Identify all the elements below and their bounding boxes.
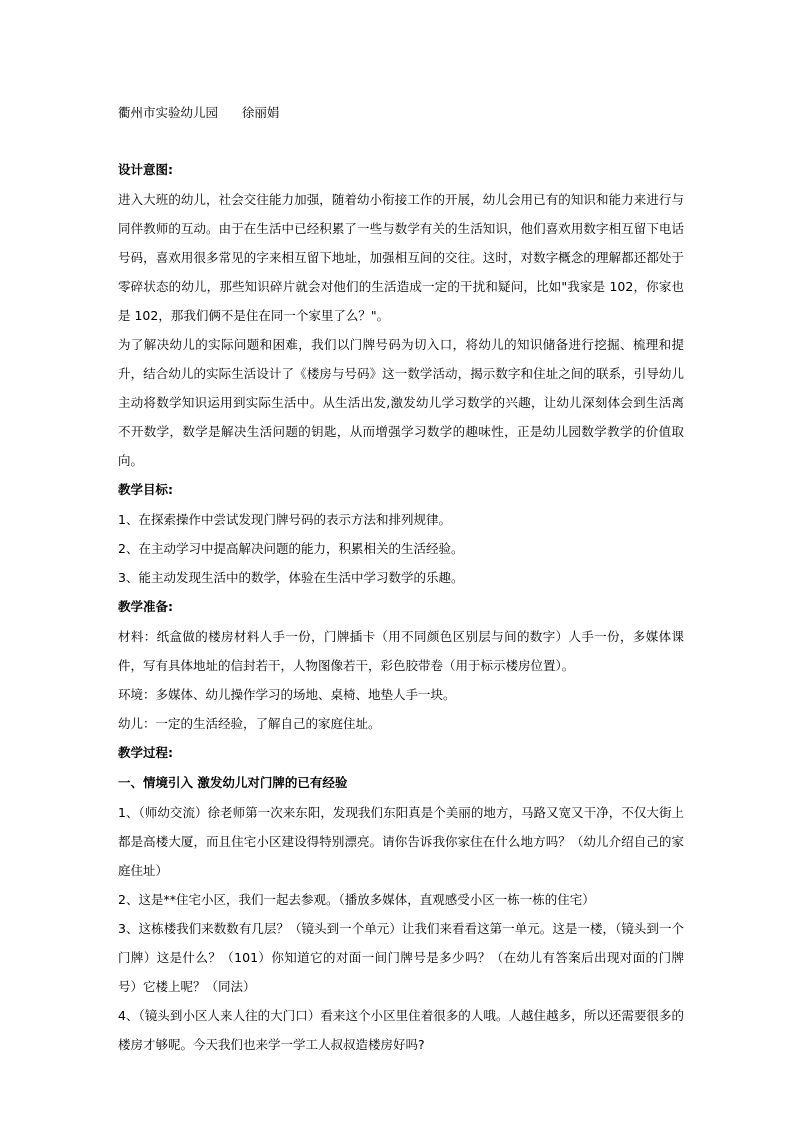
teaching-goal-1: 1、在探索操作中尝试发现门牌号码的表示方法和排列规律。 — [118, 512, 451, 527]
process-step-4: 4、（镜头到小区人来人往的大门口）看来这个小区里住着很多的人哦。人越住越多，所以还需要很多的楼房才够呢。今天我们也来学一学工人叔叔造楼房好吗? — [118, 1008, 684, 1052]
process-step-2: 2、这是**住宅小区，我们一起去参观。（播放多媒体，直观感受小区一栋一栋的住宅） — [118, 892, 595, 907]
school-name: 衢州市实验幼儿园 — [118, 105, 219, 120]
teaching-prep-heading: 教学准备: — [118, 599, 173, 614]
document-page — [118, 104, 684, 1059]
process-step-1: 1、（师幼交流）徐老师第一次来东阳，发现我们东阳真是个美丽的地方，马路又宽又干净，不仅大街上都是高楼大厦，而且住宅小区建设得特别漂亮。请你告诉我你家住在什么地方吗？（幼儿介绍自己的家庭住址） — [118, 805, 684, 878]
document-header — [118, 104, 684, 122]
prep-children: 幼儿：一定的生活经验，了解自己的家庭住址。 — [118, 716, 381, 731]
teaching-goal-3: 3、能主动发现生活中的数学，体验在生活中学习数学的乐趣。 — [118, 570, 464, 585]
process-step-3: 3、这栋楼我们来数数有几层？（镜头到一个单元）让我们来看看这第一单元。这是一楼，（镜头到一个门牌）这是什么？（101）你知道它的对面一间门牌号是多少吗？（在幼儿有答案后出现对面的门牌号）它楼上呢？（同法） — [118, 921, 684, 994]
design-intent-paragraph-2: 为了解决幼儿的实际问题和困难，我们以门牌号码为切入口，将幼儿的知识储备进行挖掘、梳理和提升，结合幼儿的实际生活设计了《楼房与号码》这一数学活动，揭示数字和住址之间的联系，引导幼儿主动将数学知识运用到实际生活中。从生活出发,激发幼儿学习数学的兴趣，让幼儿深刻体会到生活离不开数学，数学是解决生活问题的钥匙，从而增强学习数学的趣味性，正是幼儿园数学教学的价值取向。 — [118, 337, 684, 468]
teaching-goals-heading: 教学目标: — [118, 482, 173, 497]
design-intent-paragraph-1: 进入大班的幼儿，社会交往能力加强，随着幼小衔接工作的开展，幼儿会用已有的知识和能力来进行与同伴教师的互动。由于在生活中已经积累了一些与数学有关的生活知识，他们喜欢用数字相互留下电话号码，喜欢用很多常见的字来相互留下地址，加强相互间的交往。这时，对数字概念的理解都还都处于零碎状态的幼儿，那些知识碎片就会对他们的生活造成一定的干扰和疑问，比如"我家是 102，你家也是 102，那我们俩不是住在同一个家里了么？"。 — [118, 192, 684, 323]
teaching-process-heading: 教学过程: — [118, 745, 173, 760]
prep-materials: 材料：纸盒做的楼房材料人手一份，门牌插卡（用不同颜色区别层与间的数字）人手一份，多媒体课件，写有具体地址的信封若干，人物图像若干，彩色胶带卷（用于标示楼房位置）。 — [118, 629, 684, 673]
prep-environment: 环境：多媒体、幼儿操作学习的场地、桌椅、地垫人手一块。 — [118, 687, 456, 702]
design-intent-heading: 设计意图: — [118, 162, 173, 177]
process-part1-heading: 一、情境引入 激发幼儿对门牌的已有经验 — [118, 775, 348, 790]
teaching-goal-2: 2、在主动学习中提高解决问题的能力，积累相关的生活经验。 — [118, 541, 464, 556]
author-name: 徐丽娟 — [241, 105, 280, 120]
